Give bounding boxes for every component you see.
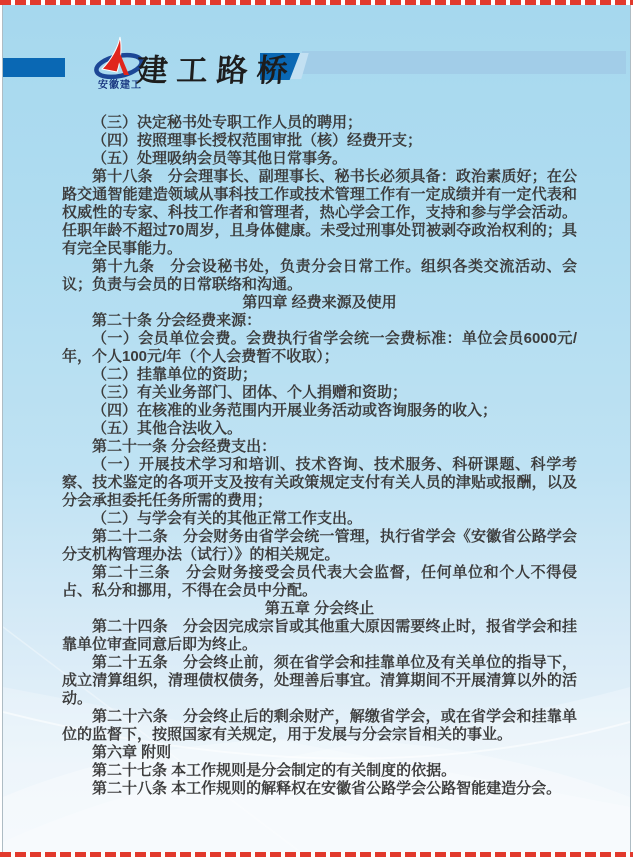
logo-caption: 安徽建工 [98,80,142,91]
header-bar-left [3,58,65,77]
document-paragraph: （四）按照理事长授权范围审批（核）经费开支； [92,132,423,149]
document-paragraph: 第二十一条 分会经费支出： [92,438,277,455]
document-paragraph: 第二十二条 分会财务由省学会统一管理，执行省学会《安徽省公路学会分支机构管理办法（试行）》的相关规定。 [62,528,577,563]
document-paragraph: 第二十三条 分会财务接受会员代表大会监督，任何单位和个人不得侵占、私分和挪用，不得在会员中分配。 [62,564,577,599]
document-paragraph: （二）挂靠单位的资助； [92,366,258,383]
document-paragraph: 第五章 分会终止 [264,600,375,617]
page-panel [2,5,631,852]
header-bar-right [302,51,626,74]
document-paragraph: （三）有关业务部门、团体、个人捐赠和资助； [92,384,408,401]
document-paragraph: （五）处理吸纳会员等其他日常事务。 [92,150,348,167]
document-paragraph: 第四章 经费来源及使用 [242,294,397,311]
document-paragraph: （一）会员单位会费。会费执行省学会统一会费标准：单位会员6000元/年，个人100元/年（个人会费暂不收取）； [62,330,577,365]
document-paragraph: 第十八条 分会理事长、副理事长、秘书长必须具备：政治素质好；在公路交通智能建造领域从事科技工作或技术管理工作有一定成绩并有一定代表和权威性的专家、科技工作者和管理者，热心学会工作，支持和参与学会活动。任职年龄不超过70周岁，且身体健康。未受过刑事处罚被剥夺政治权利的；具有完全民事能力。 [62,168,577,257]
masthead-title: 建工路桥 [135,53,299,89]
document-paragraph: （五）其他合法收入。 [92,420,243,437]
document-paragraph: 第二十八条 本工作规则的解释权在安徽省公路学会公路智能建造分会。 [92,780,562,797]
document-body [62,114,577,798]
document-paragraph: 第二十六条 分会终止后的剩余财产，解缴省学会，或在省学会和挂靠单位的监督下，按照国家有关规定，用于发展与分会宗旨相关的事业。 [62,708,577,743]
perforation-bottom-border [0,852,633,857]
document-paragraph: 第二十四条 分会因完成宗旨或其他重大原因需要终止时，报省学会和挂靠单位审查同意后即为终止。 [62,618,577,653]
document-paragraph: （一）开展技术学习和培训、技术咨询、技术服务、科研课题、科学考察、技术鉴定的各项开支及按有关政策规定支付有关人员的津贴或报酬，以及分会承担委托任务所需的费用； [62,456,577,509]
document-paragraph: 第二十五条 分会终止前，须在省学会和挂靠单位及有关单位的指导下，成立清算组织，清理债权债务，处理善后事宜。清算期间不开展清算以外的活动。 [62,654,577,707]
document-paragraph: 第十九条 分会设秘书处，负责分会日常工作。组织各类交流活动、会议；负责与会员的日常联络和沟通。 [62,258,577,293]
document-paragraph: （三）决定秘书处专职工作人员的聘用； [92,114,363,131]
document-paragraph: （二）与学会有关的其他正常工作支出。 [92,510,363,527]
document-paragraph: 第二十七条 本工作规则是分会制定的有关制度的依据。 [92,762,457,779]
document-paragraph: 第六章 附则 [92,744,172,761]
document-paragraph: （四）在核准的业务范围内开展业务活动或咨询服务的收入； [92,402,498,419]
document-paragraph: 第二十条 分会经费来源： [92,312,262,329]
